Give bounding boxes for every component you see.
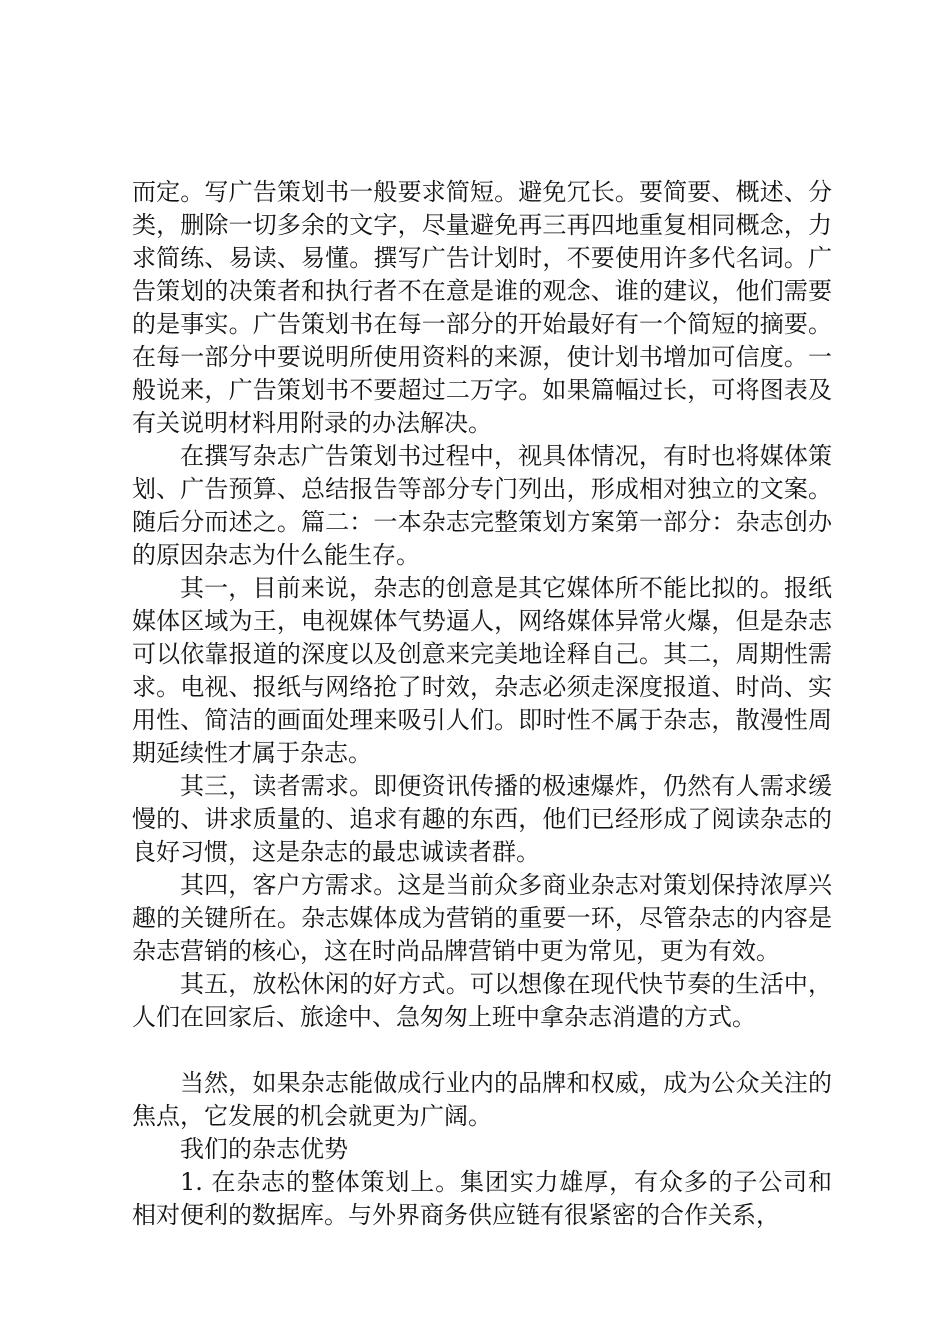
paragraph-advantage-one: 1. 在杂志的整体策划上。集团实力雄厚，有众多的子公司和相对便利的数据库。与外界商务供应链有很紧密的合作关系，: [132, 1168, 832, 1229]
paragraph-writing-guidelines: 而定。写广告策划书一般要求简短。避免冗长。要简要、概述、分类，删除一切多余的文字，尽量避免再三再四地重复相同概念，力求简练、易读、易懂。撰写广告计划时，不要使用许多代名词。广告策划的决策者和执行者不在意是谁的观念、谁的建议，他们需要的是事实。广告策划书在每一部分的开始最好有一个简短的摘要。在每一部分中要说明所使用资料的来源，使计划书增加可信度。一般说来，广告策划书不要超过二万字。如果篇幅过长，可将图表及有关说明材料用附录的办法解决。: [132, 178, 832, 437]
section-heading-our-advantages: 我们的杂志优势: [180, 1135, 348, 1163]
paragraph-brand-authority: 当然，如果杂志能做成行业内的品牌和权威，成为公众关注的焦点，它发展的机会就更为广阔。: [132, 1069, 832, 1130]
paragraph-reason-four: 其四，客户方需求。这是当前众多商业杂志对策划保持浓厚兴趣的关键所在。杂志媒体成为营销的重要一环，尽管杂志的内容是杂志营销的核心，这在时尚品牌营销中更为常见，更为有效。: [132, 871, 832, 965]
paragraph-reason-five: 其五，放松休闲的好方式。可以想像在现代快节奏的生活中，人们在回家后、旅途中、急匆匆上班中拿杂志消遣的方式。: [132, 970, 832, 1031]
paragraph-reason-three: 其三，读者需求。即便资讯传播的极速爆炸，仍然有人需求缓慢的、讲求质量的、追求有趣的东西，他们已经形成了阅读杂志的良好习惯，这是杂志的最忠诚读者群。: [132, 772, 832, 866]
document-body: [132, 176, 832, 1232]
paragraph-magazine-ad-planning: 在撰写杂志广告策划书过程中，视具体情况，有时也将媒体策划、广告预算、总结报告等部分专门列出，形成相对独立的文案。随后分而述之。篇二：一本杂志完整策划方案第一部分：杂志创办的原因杂志为什么能生存。: [132, 442, 832, 569]
paragraph-spacer: [132, 1034, 832, 1067]
paragraph-reason-one-two: 其一，目前来说，杂志的创意是其它媒体所不能比拟的。报纸媒体区域为王，电视媒体气势逼人，网络媒体异常火爆，但是杂志可以依靠报道的深度以及创意来完美地诠释自己。其二，周期性需求。电视、报纸与网络抢了时效，杂志必须走深度报道、时尚、实用性、简洁的画面处理来吸引人们。即时性不属于杂志，散漫性周期延续性才属于杂志。: [132, 574, 832, 767]
